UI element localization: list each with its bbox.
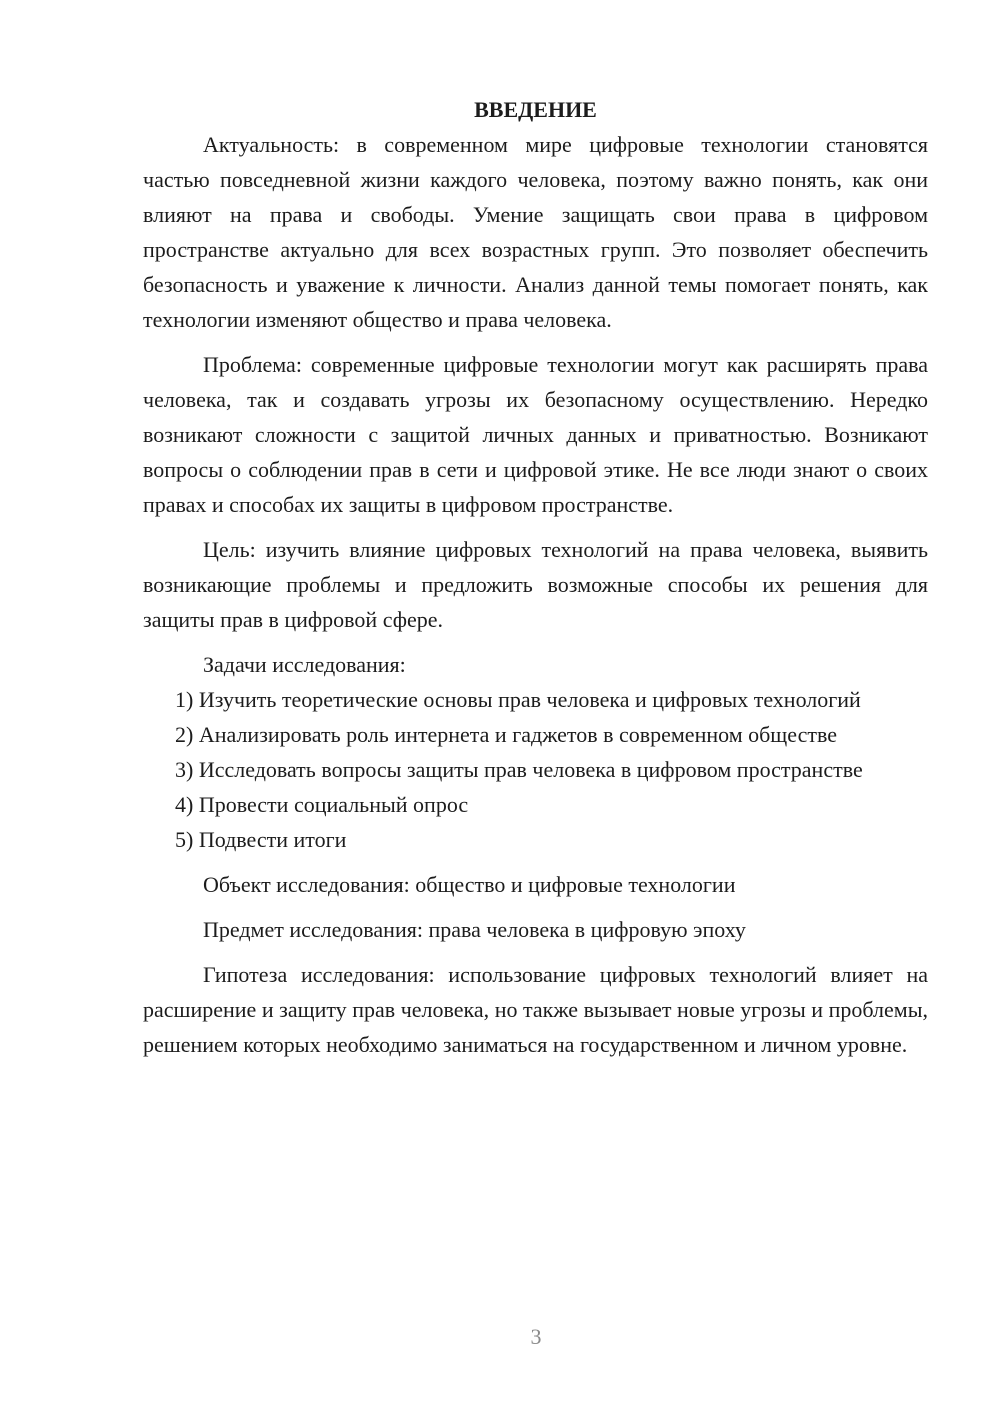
tasks-heading: Задачи исследования:: [203, 652, 406, 677]
list-item: 3) Исследовать вопросы защиты прав человека в цифровом пространстве: [175, 757, 863, 782]
list-item: 5) Подвести итоги: [175, 827, 347, 852]
paragraph-goal: Цель: изучить влияние цифровых технологий на права человека, выявить возникающие проблемы и предложить возможные способы их решения для защиты прав в цифровой сфере.: [143, 537, 928, 632]
paragraph-relevance: Актуальность: в современном мире цифровые технологии становятся частью повседневной жизни каждого человека, поэтому важно понять, как они влияют на права и свободы. Умение защищать свои права в цифровом пространстве актуально для всех возрастных групп. Это позволяет обеспечить безопасность и уважение к личности. Анализ данной темы помогает понять, как технологии изменяют общество и права человека.: [143, 132, 928, 332]
document-page: [143, 92, 928, 1062]
list-item: 4) Провести социальный опрос: [175, 792, 469, 817]
paragraph-subject: Предмет исследования: права человека в цифровую эпоху: [203, 917, 746, 942]
paragraph-problem: Проблема: современные цифровые технологии могут как расширять права человека, так и создавать угрозы их безопасному осуществлению. Нередко возникают сложности с защитой личных данных и приватностью. Возникают вопросы о соблюдении прав в сети и цифровой этике. Не все люди знают о своих правах и способах их защиты в цифровом пространстве.: [143, 352, 928, 517]
paragraph-object: Объект исследования: общество и цифровые технологии: [203, 872, 736, 897]
list-item: 1) Изучить теоретические основы прав человека и цифровых технологий: [175, 687, 861, 712]
list-item: 2) Анализировать роль интернета и гаджетов в современном обществе: [175, 722, 837, 747]
page-number: 3: [530, 1324, 542, 1349]
tasks-list: [143, 682, 928, 857]
paragraph-hypothesis: Гипотеза исследования: использование цифровых технологий влияет на расширение и защиту прав человека, но также вызывает новые угрозы и проблемы, решением которых необходимо заниматься на государственном и личном уровне.: [143, 962, 928, 1057]
page-title: ВВЕДЕНИЕ: [474, 97, 597, 122]
